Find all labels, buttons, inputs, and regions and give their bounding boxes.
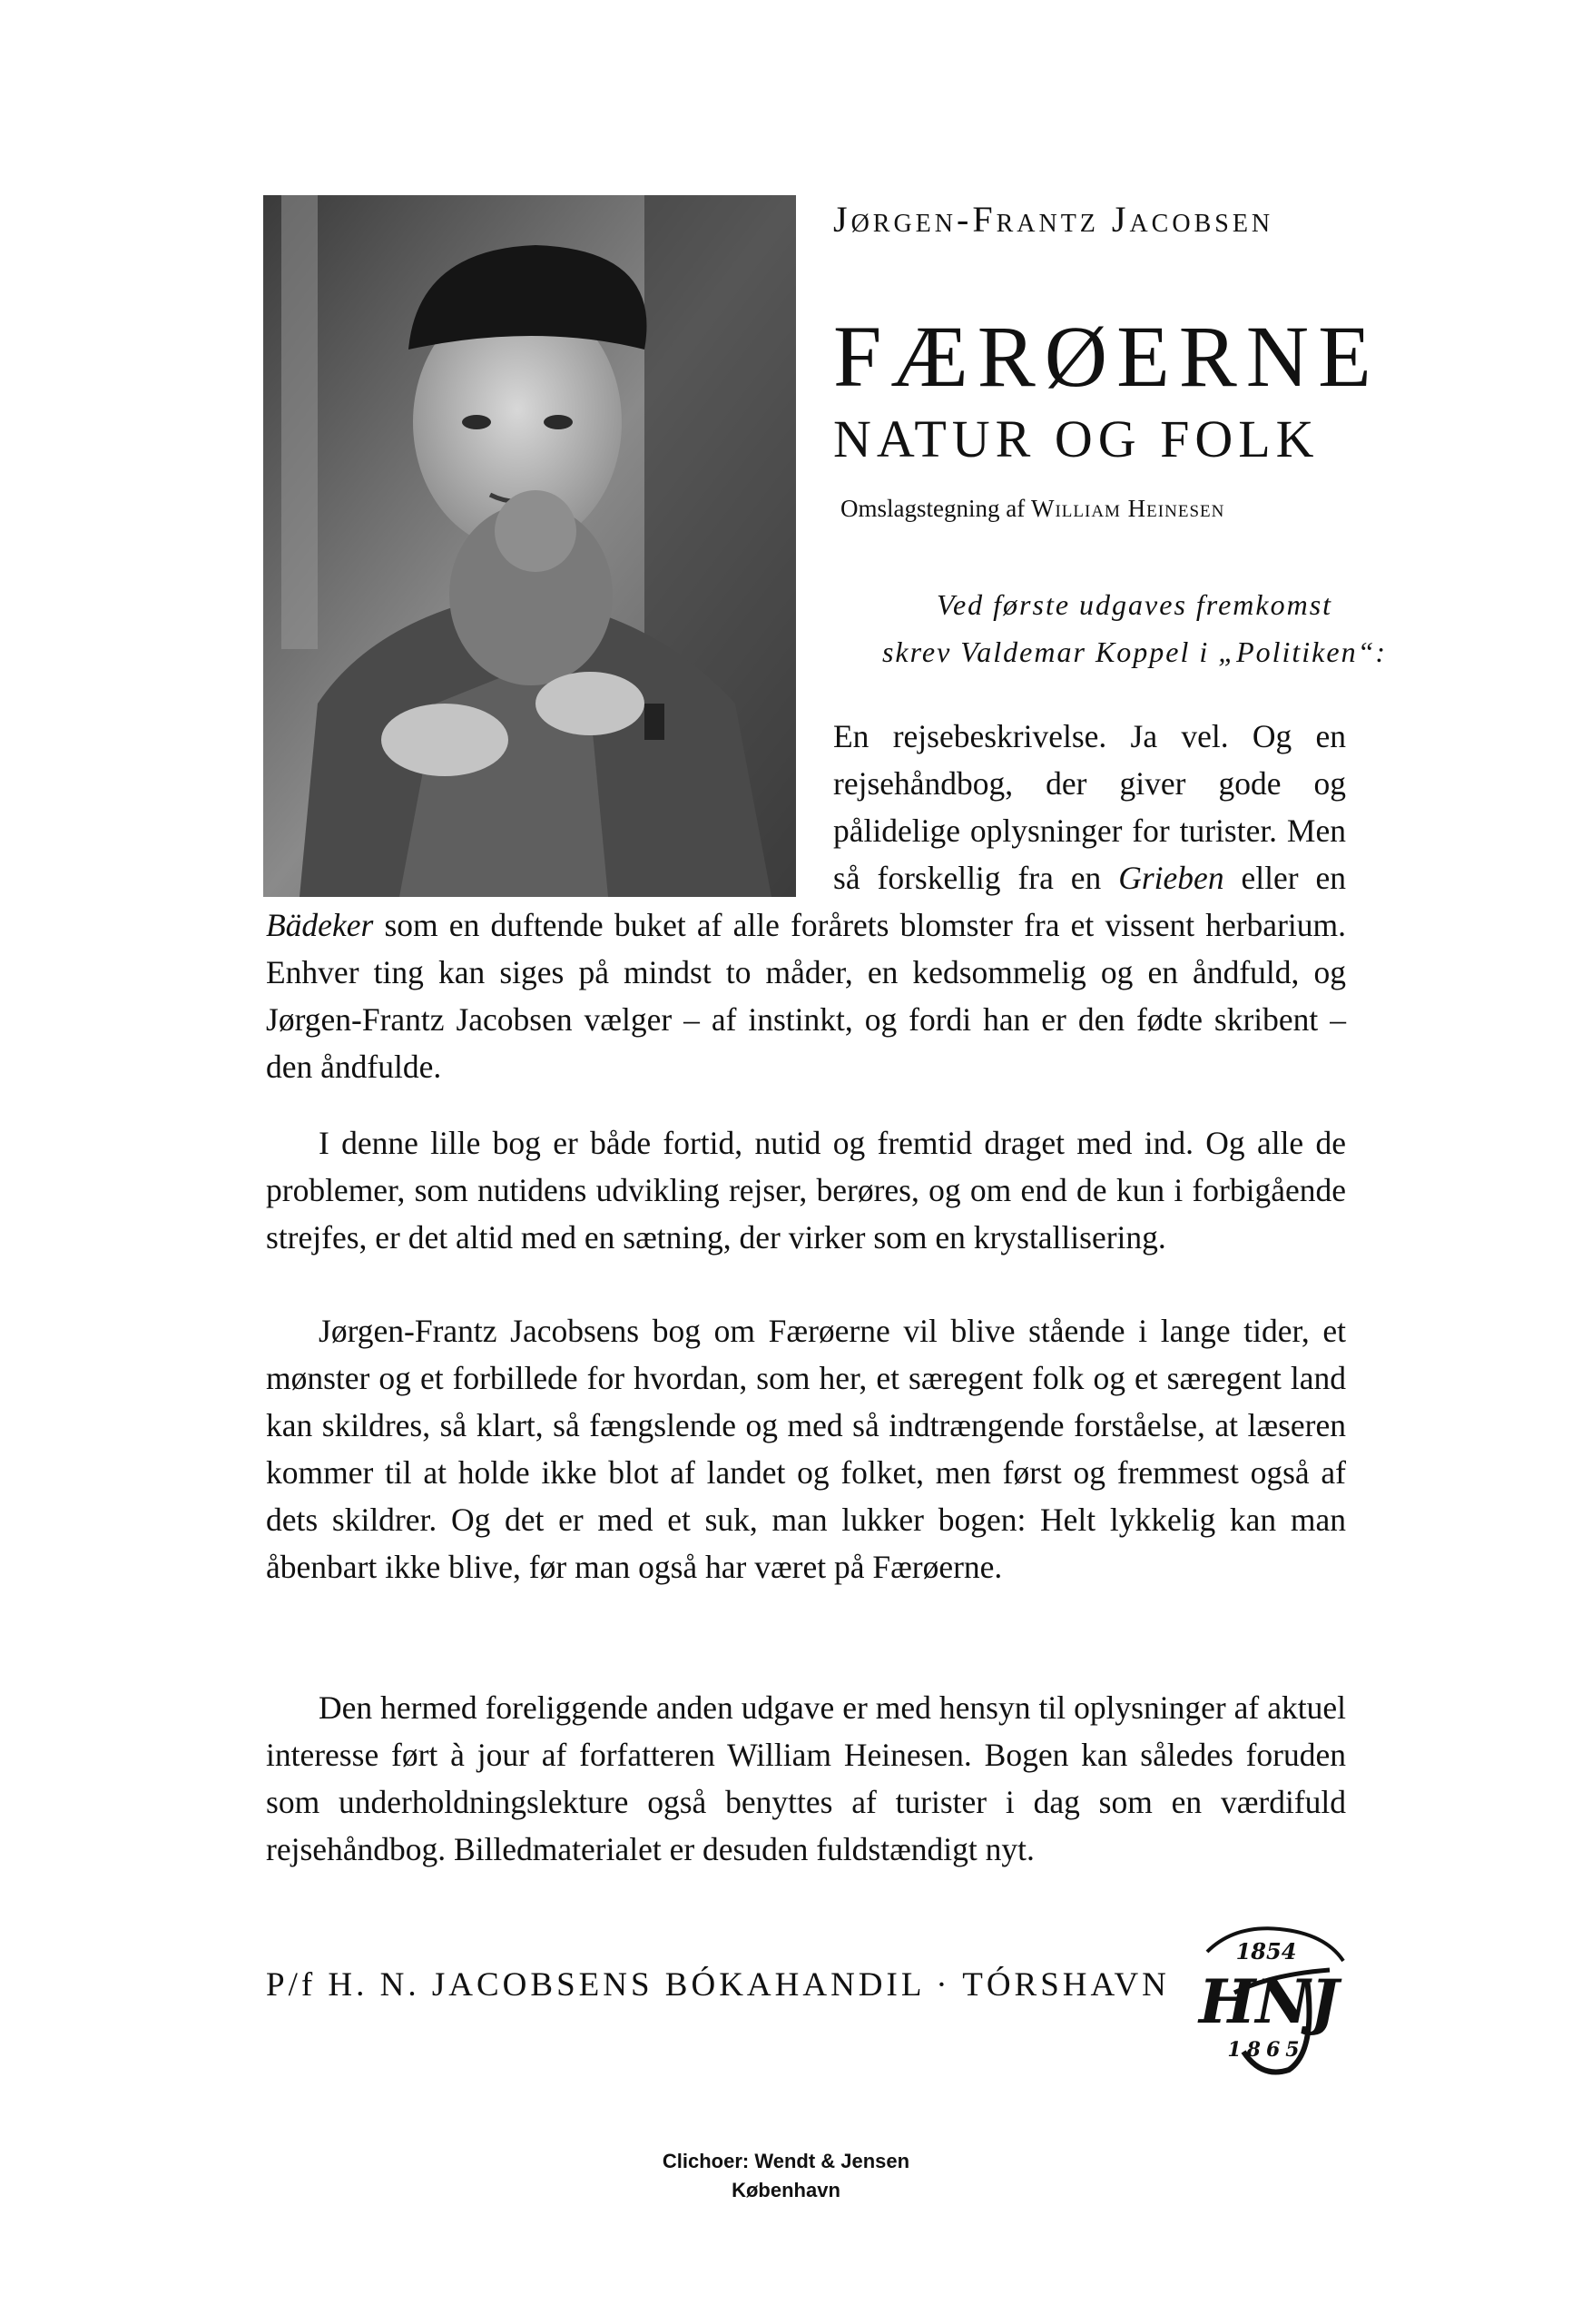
cover-credit-name: William Heinesen [1030, 495, 1225, 522]
printer-credit-line-1: Clichoer: Wendt & Jensen [662, 2150, 910, 2172]
p1-emphasis-badeker: Bädeker [266, 907, 374, 943]
printer-credit [635, 2147, 937, 2205]
logo-year-top: 1854 [1235, 1938, 1297, 1965]
review-intro-line-2: skrev Valdemar Koppel i „Politiken“: [881, 635, 1388, 668]
review-paragraph-1 [266, 713, 1346, 1090]
review-intro-line-1: Ved første udgaves fremkomst [936, 588, 1333, 621]
edition-note-paragraph: Den hermed foreliggende anden udgave er med hensyn til oplysninger af aktuel interesse ført à jour af forfatteren William Heinesen. Bogen kan således foruden som underholdningslekture også benyttes af turister i dag som en værdifuld rejsehåndbog. Billedmaterialet er desuden fuldstændigt nyt. [266, 1689, 1346, 1867]
cover-credit-prefix: Omslagstegning af [840, 495, 1026, 522]
logo-monogram: HNJ [1199, 1966, 1339, 2037]
publisher-line: P/f H. N. JACOBSENS BÓKAHANDIL · TÓRSHAVN [266, 1966, 1170, 2004]
p1-text-a: En rejsebeskrivelse. Ja vel. Og en rejsehåndbog, der giver gode og pålidelige oplysninger for turister. Men så forskellig fra en [833, 718, 1346, 896]
logo-year-bottom: 1865 [1227, 2038, 1305, 2062]
author-name: Jørgen-Frantz Jacobsen [833, 199, 1274, 240]
book-title: FÆRØERNE [833, 308, 1380, 405]
photo-wrap-spacer [266, 713, 833, 894]
publisher-logo [1180, 1906, 1352, 2079]
cover-credit [840, 495, 1403, 523]
p1-emphasis-grieben: Grieben [1118, 860, 1224, 896]
book-subtitle: NATUR OG FOLK [833, 409, 1320, 468]
review-intro [880, 581, 1389, 675]
p1-text-c: som en duftende buket af alle forårets blomster fra et vissent herbarium. Enhver ting kan siges på mindst to måder, en kedsommelig og en åndfuld, og Jørgen-Frantz Jacobsen vælger – af instinkt, og fordi han er den fødte skribent – den åndfulde. [266, 907, 1346, 1085]
p1-text-b: eller en [1223, 860, 1346, 896]
review-paragraph-3: Jørgen-Frantz Jacobsens bog om Færøerne vil blive stående i lange tider, et mønster og et forbillede for hvordan, som her, et særegent folk og et særegent land kan skildres, så klart, så fængslende og med så indtrængende forståelse, at læseren kommer til at holde ikke blot af landet og folket, men først og fremmest også af dets skildrer. Og det er med et suk, man lukker bogen: Helt lykkelig kan man åbenbart ikke blive, før man også har været på Færøerne. [266, 1313, 1346, 1585]
hnj-logo-icon [1180, 1906, 1352, 2079]
printer-credit-line-2: København [732, 2179, 840, 2201]
review-paragraph-2: I denne lille bog er både fortid, nutid og fremtid draget med ind. Og alle de problemer, som nutidens udvikling rejser, berøres, og om end de kun i forbigående strejfes, er det altid med en sætning, der virker som en krystallisering. [266, 1125, 1346, 1256]
